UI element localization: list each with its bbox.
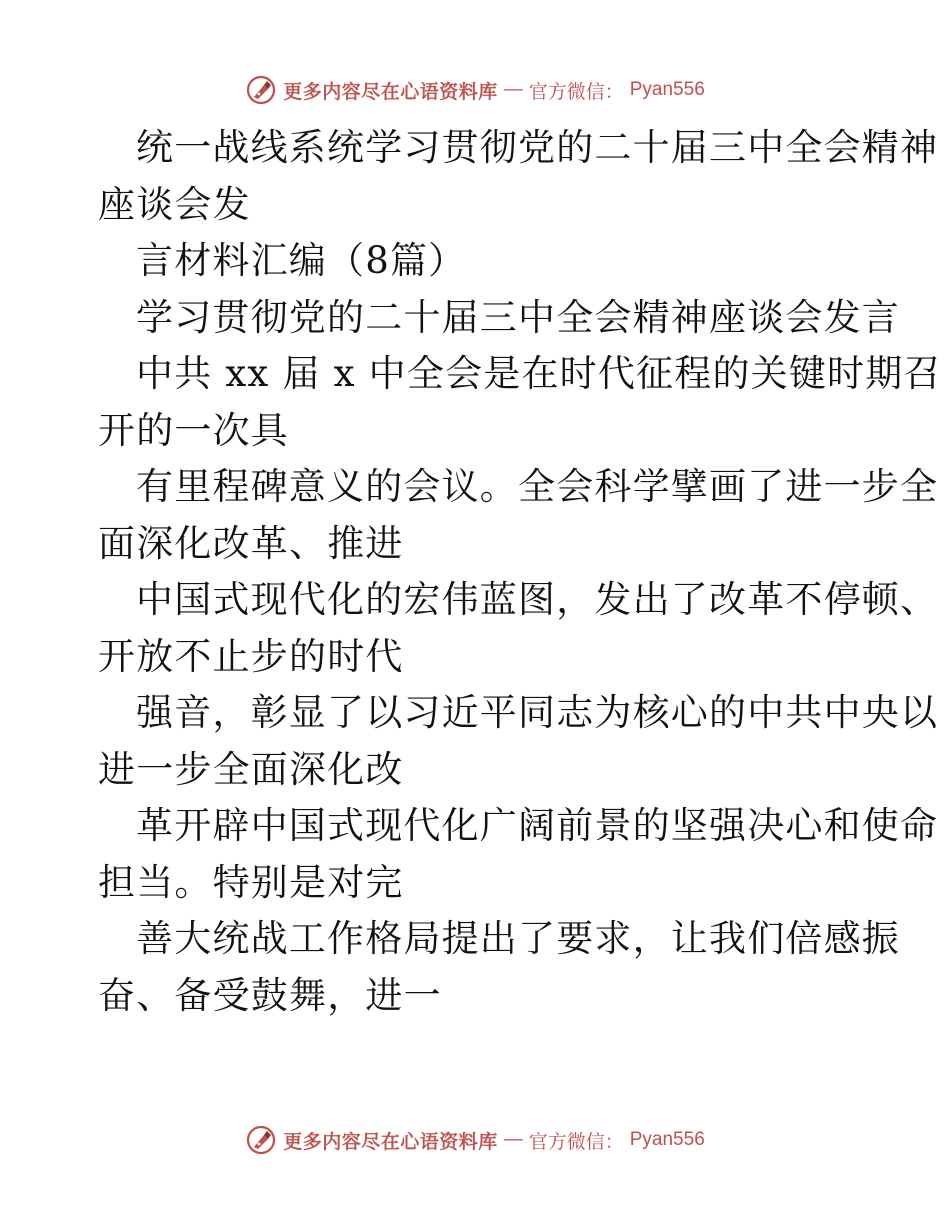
doc-line: 面深化改革、推进 <box>98 521 404 565</box>
doc-line: 强音，彰显了以习近平同志为核心的中共中央以 <box>136 691 939 734</box>
doc-line: 进一步全面深化改 <box>98 747 404 791</box>
header-banner <box>0 72 950 108</box>
pen-nib-logo-icon <box>245 1124 277 1156</box>
banner-text: 更多内容尽在心语资料库 <box>283 80 498 103</box>
doc-line: 中共 xx 届 x 中全会是在时代征程的关键时期召 <box>136 352 942 395</box>
doc-line: 开的一次具 <box>98 408 289 452</box>
doc-line: 统一战线系统学习贯彻党的二十届三中全会精神 <box>136 126 939 169</box>
pen-nib-logo-icon <box>245 74 277 106</box>
banner-separator: — <box>503 79 523 100</box>
footer-banner <box>0 1122 950 1158</box>
wechat-label: 官方微信： <box>528 1130 624 1153</box>
wechat-label: 官方微信： <box>528 80 624 103</box>
wechat-id: Pyan556 <box>629 79 705 100</box>
doc-line: 担当。特别是对完 <box>98 860 404 904</box>
doc-line: 言材料汇编（8篇） <box>136 239 467 282</box>
doc-line: 开放不止步的时代 <box>98 634 404 678</box>
doc-line: 学习贯彻党的二十届三中全会精神座谈会发言 <box>136 295 900 339</box>
doc-line: 座谈会发 <box>98 182 251 226</box>
doc-line: 中国式现代化的宏伟蓝图，发出了改革不停顿、 <box>136 578 939 621</box>
document-body <box>98 120 942 1024</box>
doc-line: 善大统战工作格局提出了要求，让我们倍感振 <box>136 917 900 960</box>
doc-line: 奋、备受鼓舞，进一 <box>98 973 442 1017</box>
doc-line: 有里程碑意义的会议。全会科学擘画了进一步全 <box>136 465 939 508</box>
doc-line: 革开辟中国式现代化广阔前景的坚强决心和使命 <box>136 804 939 847</box>
banner-text: 更多内容尽在心语资料库 <box>283 1130 498 1153</box>
wechat-id: Pyan556 <box>629 1129 705 1150</box>
banner-separator: — <box>503 1129 523 1150</box>
